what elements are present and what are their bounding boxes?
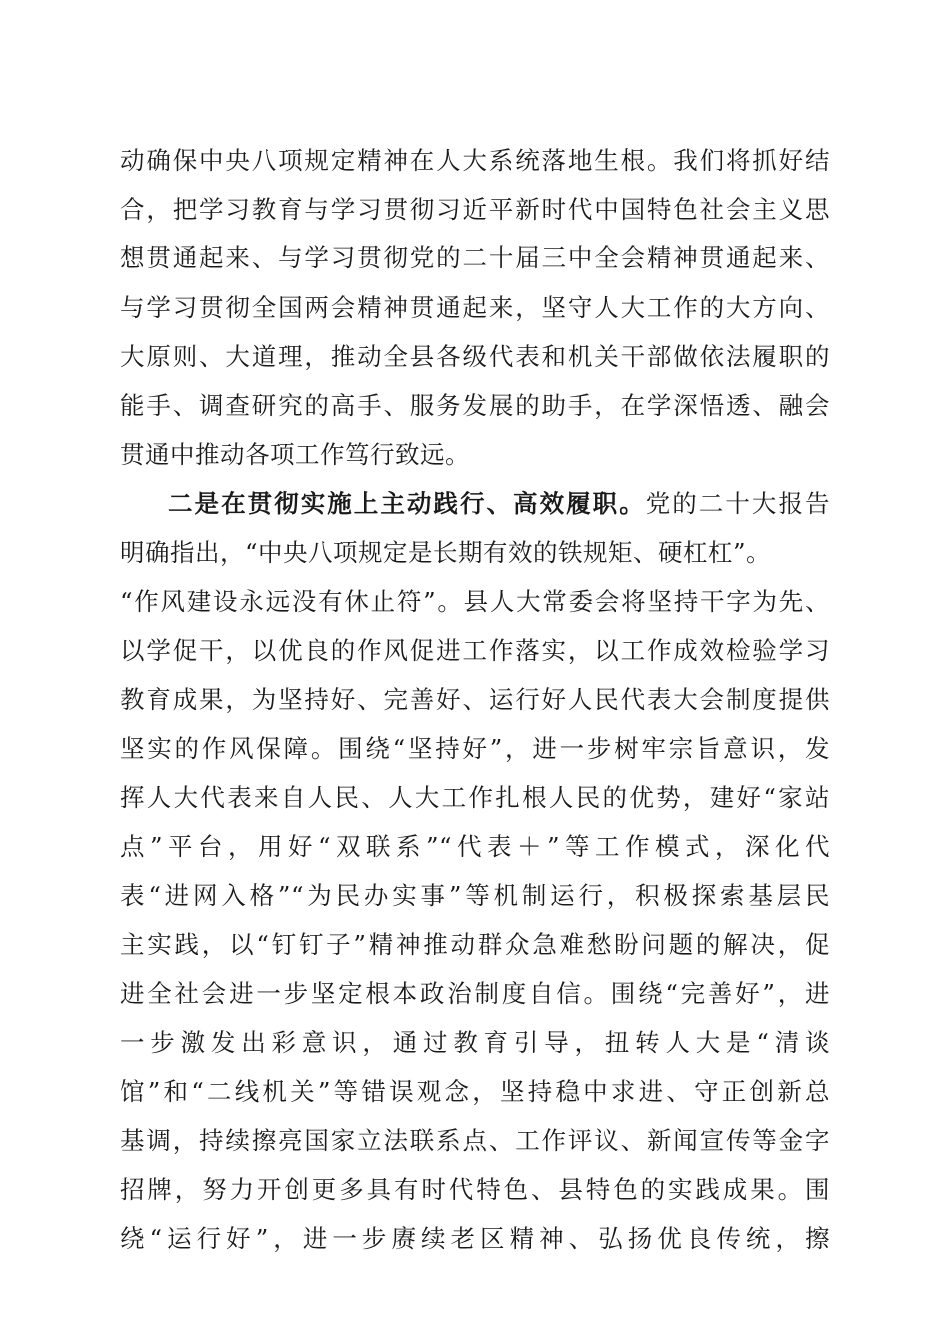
text-line: 进全社会进一步坚定根本政治制度自信。围绕“完善好”，进 bbox=[120, 979, 830, 1008]
text-line: 动确保中央八项规定精神在人大系统落地生根。我们将抓好结 bbox=[120, 146, 830, 175]
text-line: 贯通中推动各项工作笃行致远。 bbox=[120, 440, 470, 469]
text-line: 基调，持续擦亮国家立法联系点、工作评议、新闻宣传等金字 bbox=[120, 1126, 830, 1155]
text-line: 以学促干，以优良的作风促进工作落实，以工作成效检验学习 bbox=[120, 636, 830, 665]
text-line: 点”平台，用好“双联系”“代表＋”等工作模式，深化代 bbox=[120, 832, 830, 861]
text-line: 表“进网入格”“为民办实事”等机制运行，积极探索基层民 bbox=[120, 881, 830, 910]
text-line: 一步激发出彩意识，通过教育引导，扭转人大是“清谈 bbox=[120, 1028, 830, 1057]
text-line: 与学习贯彻全国两会精神贯通起来，坚守人大工作的大方向、 bbox=[120, 293, 830, 322]
text-line: 大原则、大道理，推动全县各级代表和机关干部做依法履职的 bbox=[120, 342, 830, 371]
text-line: 主实践，以“钉钉子”精神推动群众急难愁盼问题的解决，促 bbox=[120, 930, 830, 959]
text-line: 馆”和“二线机关”等错误观念，坚持稳中求进、守正创新总 bbox=[120, 1077, 830, 1106]
text-line: 合，把学习教育与学习贯彻习近平新时代中国特色社会主义思 bbox=[120, 195, 830, 224]
text-line: 招牌，努力开创更多具有时代特色、县特色的实践成果。围 bbox=[120, 1175, 830, 1204]
paragraph-lead-continuation: 党的二十大报告 bbox=[645, 489, 830, 518]
text-line: 绕“运行好”，进一步赓续老区精神、弘扬优良传统，擦 bbox=[120, 1224, 830, 1253]
paragraph-heading-line bbox=[168, 480, 830, 528]
text-line: 明确指出，“中央八项规定是长期有效的铁规矩、硬杠杠”。 bbox=[120, 538, 772, 567]
paragraph-lead: 二是在贯彻实施上主动践行、高效履职。 bbox=[168, 489, 646, 518]
text-line: 坚实的作风保障。围绕“坚持好”，进一步树牢宗旨意识，发 bbox=[120, 734, 830, 763]
text-line: “作风建设永远没有休止符”。县人大常委会将坚持干字为先、 bbox=[120, 587, 830, 616]
text-line: 教育成果，为坚持好、完善好、运行好人民代表大会制度提供 bbox=[120, 685, 830, 714]
text-line: 挥人大代表来自人民、人大工作扎根人民的优势，建好“家站 bbox=[120, 783, 830, 812]
text-line: 能手、调查研究的高手、服务发展的助手，在学深悟透、融会 bbox=[120, 391, 830, 420]
text-line: 想贯通起来、与学习贯彻党的二十届三中全会精神贯通起来、 bbox=[120, 243, 830, 272]
